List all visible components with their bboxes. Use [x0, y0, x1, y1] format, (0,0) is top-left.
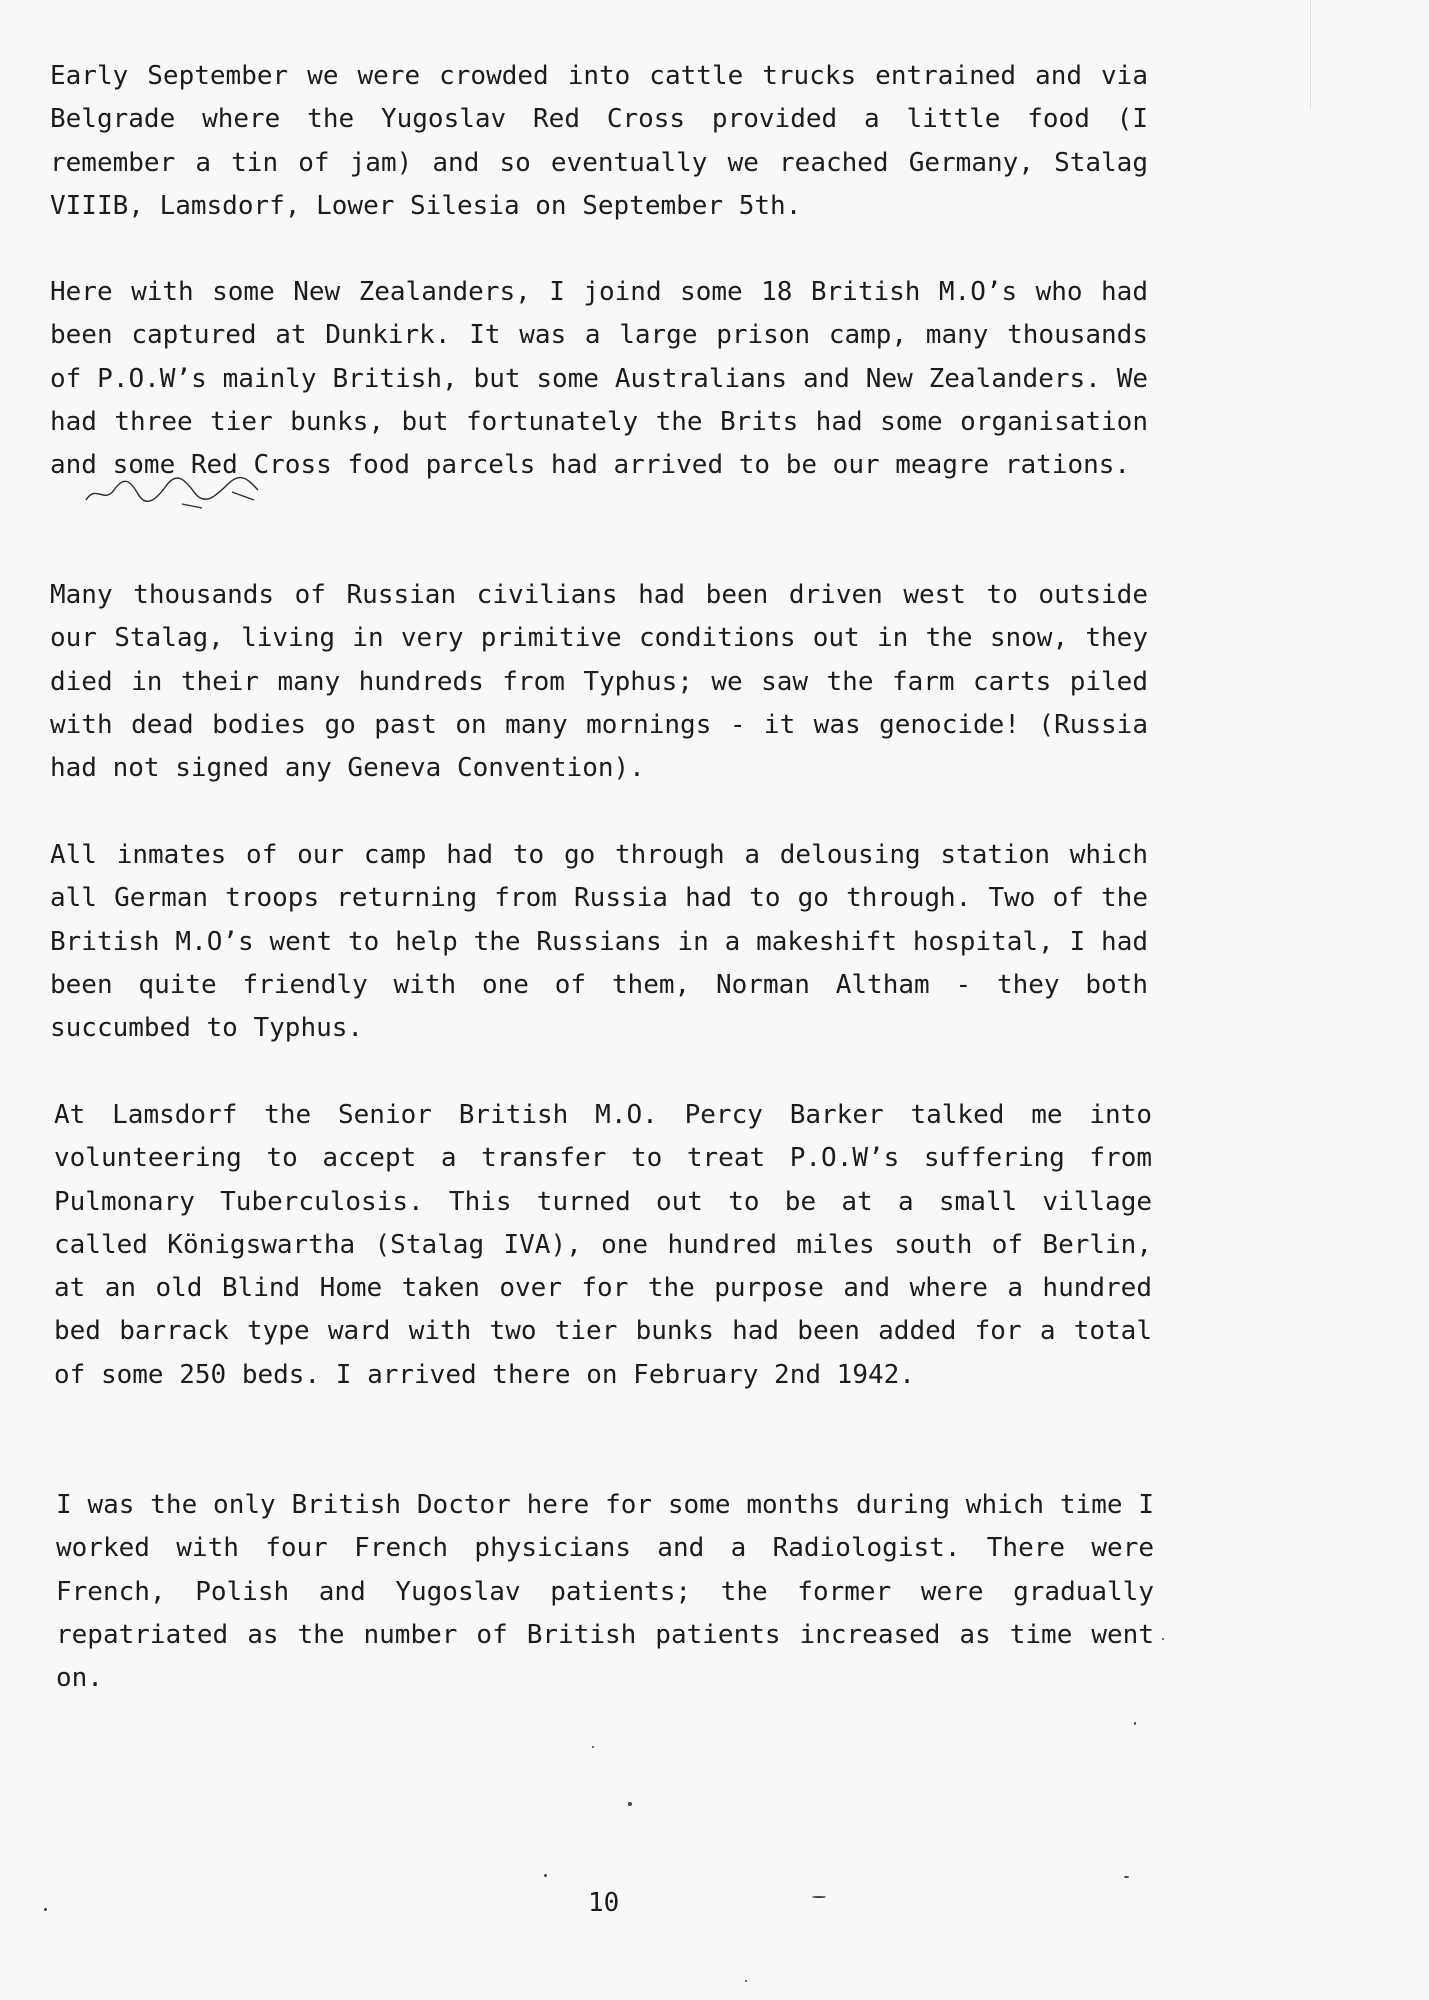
paragraph-text: All inmates of our camp had to go through a delousing station which all German troops returning from Russia had to go through. Two of the British M.O’s went to help the Russians in a makeshift hospital, I had been quite friendly with one of them, Norman Altham - they both succumbed to Typhus. [50, 840, 1148, 1044]
scan-speck [44, 1908, 47, 1911]
paragraph-text: Many thousands of Russian civilians had been driven west to outside our Stalag, living in very primitive conditions out in the snow, they died in their many hundreds from Typhus; we saw the farm carts piled with dead bodies go past on many mornings - it was genocide! (Russia had not signed any Geneva Convention). [50, 580, 1148, 784]
paragraph-2 [50, 271, 1148, 487]
scan-speck [1162, 1638, 1164, 1640]
scan-speck [1124, 1876, 1129, 1878]
paragraph-4 [50, 834, 1148, 1050]
scan-speck [544, 1874, 547, 1877]
scan-speck [1134, 1722, 1136, 1725]
paragraph-6 [56, 1484, 1154, 1700]
scan-speck [812, 1896, 826, 1898]
page-edge-line [1310, 0, 1311, 110]
paragraph-text: Early September we were crowded into cattle trucks entrained and via Belgrade where the Yugoslav Red Cross provided a little food (I remember a tin of jam) and so eventually we reached Germany, Stalag VIIIB, Lamsdorf, Lower Silesia on September 5th. [50, 61, 1148, 221]
scan-speck [592, 1746, 594, 1748]
paragraph-text: Here with some New Zealanders, I joind some 18 British M.O’s who had been captured at Dunkirk. It was a large prison camp, many thousands of P.O.W’s mainly British, but some Australians and New Zealanders. We had three tier bunks, but fortunately the Brits had some organisation and some Red Cross food parcels had arrived to be our meagre rations. [50, 277, 1148, 481]
scan-speck [745, 1980, 747, 1982]
handwritten-correction-scribble [82, 470, 262, 510]
paragraph-text: At Lamsdorf the Senior British M.O. Percy Barker talked me into volunteering to accept a transfer to treat P.O.W’s suffering from Pulmonary Tuberculosis. This turned out to be at a small village called Königswartha (Stalag IVA), one hundred miles south of Berlin, at an old Blind Home taken over for the purpose and where a hundred bed barrack type ward with two tier bunks had been added for a total of some 250 beds. I arrived there on February 2nd 1942. [54, 1100, 1152, 1390]
paragraph-1 [50, 55, 1148, 228]
paragraph-text: I was the only British Doctor here for some months during which time I worked with four French physicians and a Radiologist. There were French, Polish and Yugoslav patients; the former were gradually repatriated as the number of British patients increased as time went on. [56, 1490, 1154, 1694]
page-number: 10 [588, 1888, 620, 1918]
paragraph-3 [50, 574, 1148, 790]
scan-speck [628, 1802, 632, 1806]
paragraph-5 [54, 1094, 1152, 1397]
